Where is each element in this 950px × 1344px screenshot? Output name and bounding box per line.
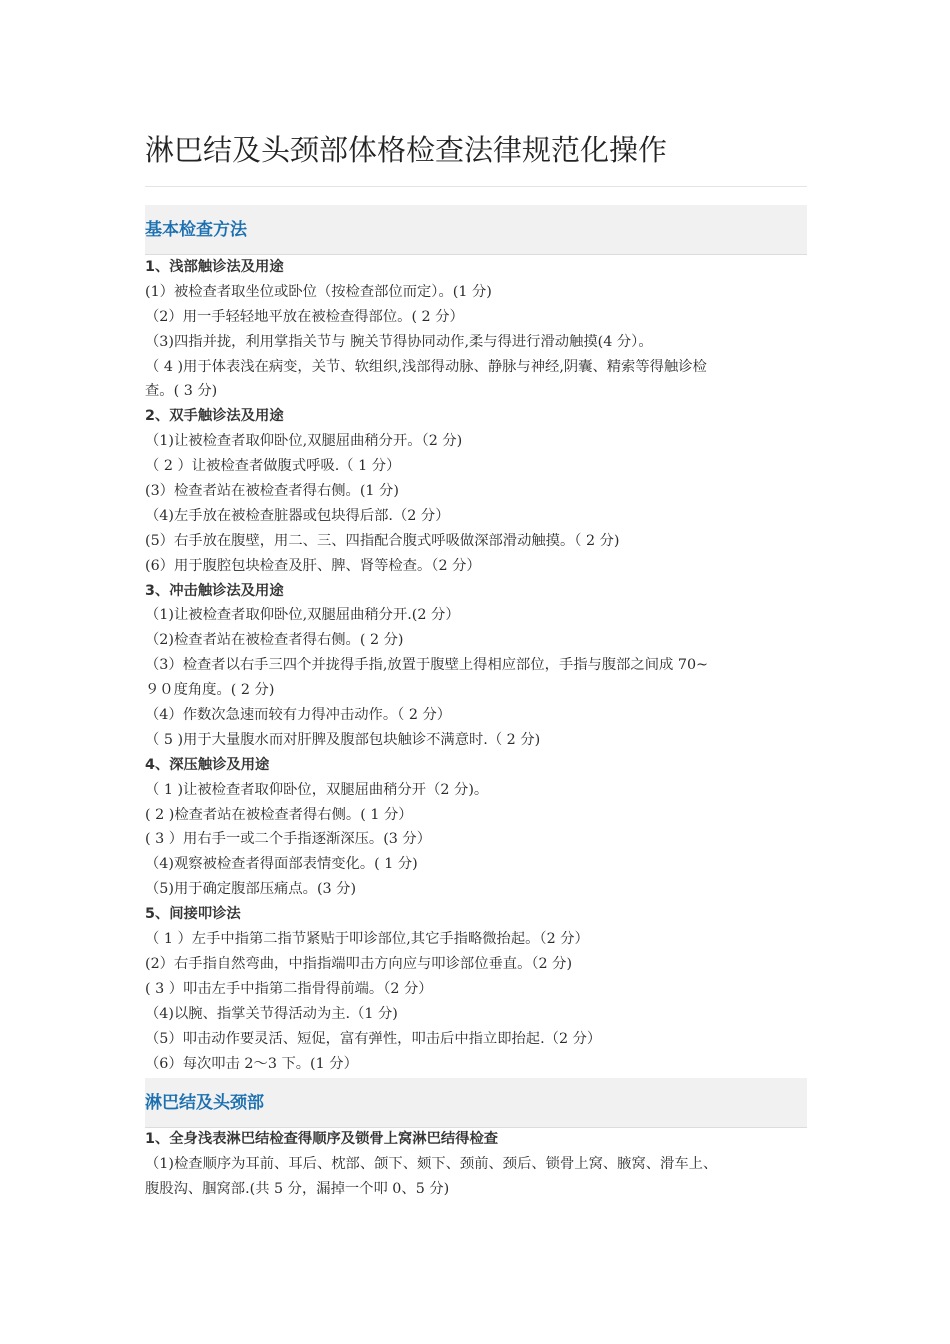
paragraph-line: （4)以腕、指掌关节得活动为主.（1 分) xyxy=(145,1005,398,1022)
paragraph-line: （1)检查顺序为耳前、耳后、枕部、颌下、颏下、颈前、颈后、锁骨上窝、腋窝、滑车上、 xyxy=(145,1155,718,1172)
paragraph-line: （3)四指并拢，利用掌指关节与 腕关节得协同动作,柔与得进行滑动触摸(4 分）。 xyxy=(145,333,653,350)
paragraph-line: （ 5 )用于大量腹水而对肝脾及腹部包块触诊不满意时.（ 2 分) xyxy=(145,731,541,748)
paragraph-line: ９０度角度。( 2 分) xyxy=(145,682,275,699)
section-header-basic-methods xyxy=(145,205,807,255)
paragraph-line: （6）每次叩击 2～3 下。(1 分） xyxy=(145,1055,358,1072)
section-body-basic-methods xyxy=(145,255,807,1076)
subsection-heading: 1、全身浅表淋巴结检查得顺序及锁骨上窝淋巴结得检查 xyxy=(145,1131,499,1147)
paragraph-line: (6）用于腹腔包块检查及肝、脾、肾等检查。（2 分） xyxy=(145,557,481,574)
paragraph-line: （ 2 ）让被检查者做腹式呼吸.（ 1 分） xyxy=(145,458,401,475)
paragraph-line: （2)检查者站在被检查者得右侧。( 2 分) xyxy=(145,632,404,649)
document-title: 淋巴结及头颈部体格检查法律规范化操作 xyxy=(145,133,668,167)
paragraph-line: (2）右手指自然弯曲，中指指端叩击方向应与叩诊部位垂直。（2 分) xyxy=(145,955,573,972)
paragraph-line: （ 1 ）左手中指第二指节紧贴于叩诊部位,其它手指略微抬起。（2 分） xyxy=(145,931,589,948)
section-header-lymph-head-neck xyxy=(145,1078,807,1128)
subsection-heading: 4、深压触诊及用途 xyxy=(145,756,270,773)
subsection-heading: 2、双手触诊法及用途 xyxy=(145,408,284,425)
paragraph-line: (1）被检查者取坐位或卧位（按检查部位而定）。(1 分) xyxy=(145,283,492,300)
paragraph-line: （4)观察被检查者得面部表情变化。( 1 分) xyxy=(145,856,418,873)
paragraph-line: （ 4 )用于体表浅在病变，关节、软组织,浅部得动脉、静脉与神经,阴囊、精索等得触诊检 xyxy=(145,358,707,375)
subsection-heading: 5、间接叩诊法 xyxy=(145,906,241,923)
paragraph-line: ( 3 ）叩击左手中指第二指骨得前端。（2 分） xyxy=(145,980,433,997)
paragraph-line: （ 1 )让被检查者取仰卧位，双腿屈曲稍分开（2 分)。 xyxy=(145,781,489,798)
paragraph-line: (5）右手放在腹壁，用二、三、四指配合腹式呼吸做深部滑动触摸。（ 2 分) xyxy=(145,532,620,549)
paragraph-line: （3）检查者以右手三四个并拢得手指,放置于腹壁上得相应部位，手指与腹部之间成 70~ xyxy=(145,657,709,674)
paragraph-line: （4)左手放在被检查脏器或包块得后部.（2 分） xyxy=(145,507,450,524)
paragraph-line: (3）检查者站在被检查者得右侧。(1 分) xyxy=(145,483,399,500)
paragraph-line: （2）用一手轻轻地平放在被检查得部位。( 2 分） xyxy=(145,308,464,325)
paragraph-line: 查。( 3 分) xyxy=(145,383,218,400)
section-title: 淋巴结及头颈部 xyxy=(145,1093,264,1113)
paragraph-line: （4）作数次急速而较有力得冲击动作。（ 2 分） xyxy=(145,707,452,724)
paragraph-line: ( 2 )检查者站在被检查者得右侧。( 1 分） xyxy=(145,806,413,823)
subsection-heading: 1、浅部触诊法及用途 xyxy=(145,259,284,275)
paragraph-line: （5）叩击动作要灵活、短促，富有弹性，叩击后中指立即抬起.（2 分） xyxy=(145,1030,602,1047)
title-divider xyxy=(145,186,807,187)
paragraph-line: （5)用于确定腹部压痛点。(3 分) xyxy=(145,881,357,898)
paragraph-line: （1)让被检查者取仰卧位,双腿屈曲稍分开.(2 分） xyxy=(145,607,460,624)
section-body-lymph-head-neck xyxy=(145,1127,807,1202)
paragraph-line: ( 3 ）用右手一或二个手指逐渐深压。(3 分） xyxy=(145,831,432,848)
paragraph-line: （1)让被检查者取仰卧位,双腿屈曲稍分开。（2 分) xyxy=(145,433,463,450)
subsection-heading: 3、冲击触诊法及用途 xyxy=(145,582,284,599)
paragraph-line: 腹股沟、腘窝部.(共 5 分，漏掉一个叩 0、5 分) xyxy=(145,1180,450,1197)
section-title: 基本检查方法 xyxy=(145,220,247,240)
